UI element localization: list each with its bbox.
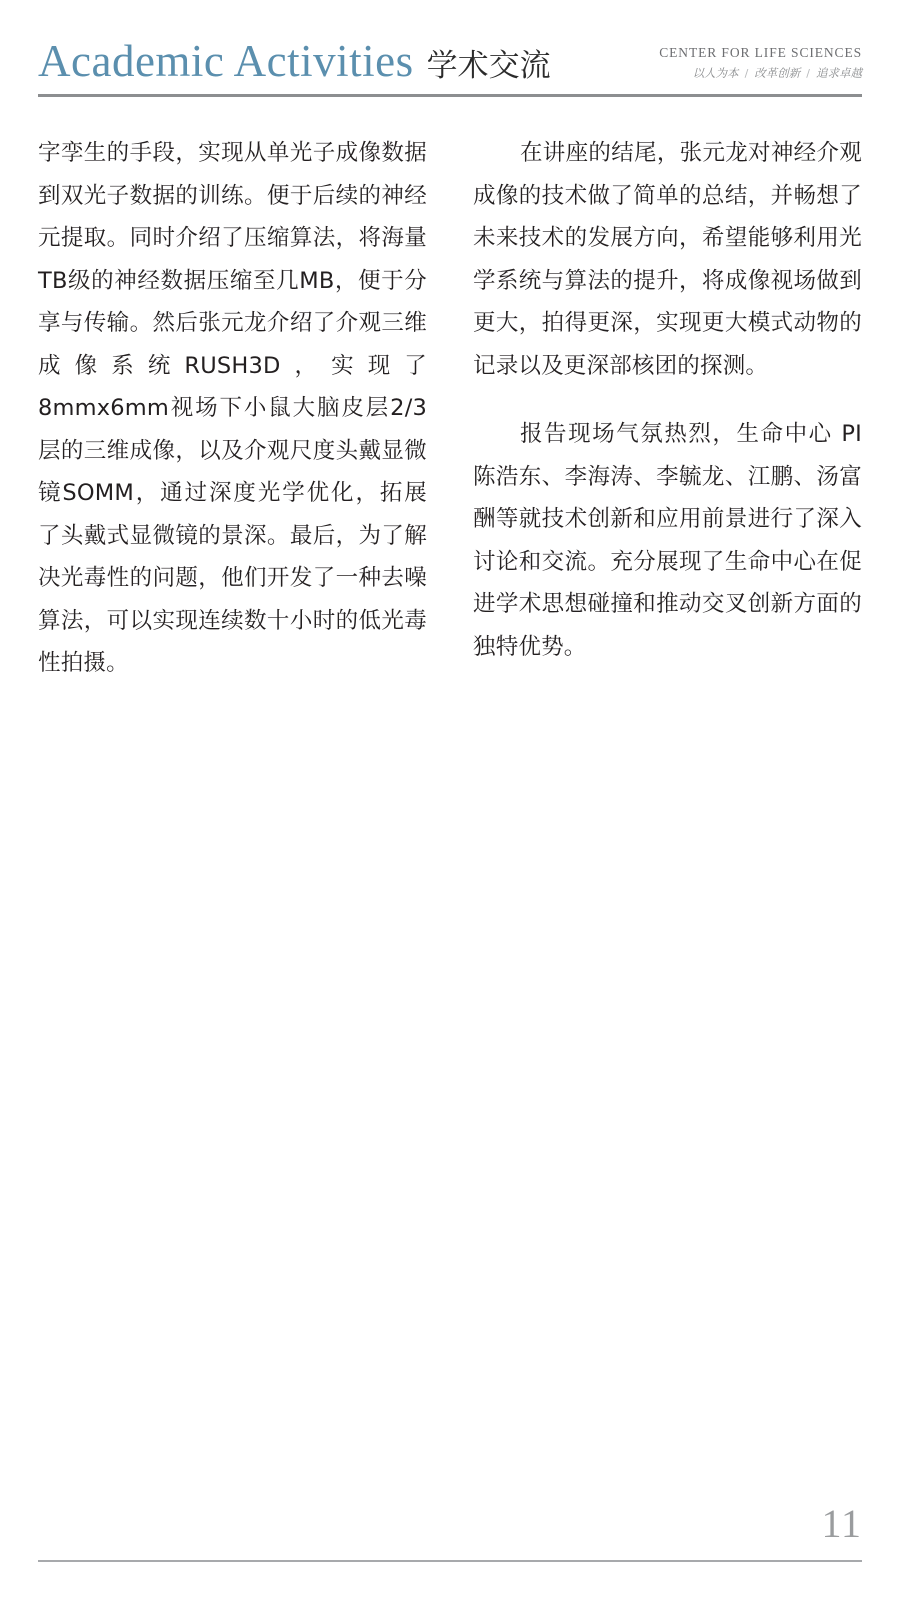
column-left	[38, 132, 427, 711]
page-title-english: Academic Activities	[38, 36, 414, 86]
paragraph: 字孪生的手段，实现从单光子成像数据到双光子数据的训练。便于后续的神经元提取。同时介绍了压缩算法，将海量TB级的神经数据压缩至几MB，便于分享与传输。然后张元龙介绍了介观三维成像系统RUSH3D，实现了8mmx6mm视场下小鼠大脑皮层2/3层的三维成像，以及介观尺度头戴显微镜SOMM，通过深度光学优化，拓展了头戴式显微镜的景深。最后，为了解决光毒性的问题，他们开发了一种去噪算法，可以实现连续数十小时的低光毒性拍摄。	[38, 140, 427, 676]
header-divider	[38, 94, 862, 97]
page-title	[38, 36, 551, 86]
organization-brand	[659, 45, 862, 84]
page-number: 11	[821, 1501, 862, 1546]
slogan-part-2: 改革创新	[754, 66, 801, 80]
brand-slogan	[659, 65, 862, 81]
page-title-chinese: 学术交流	[426, 48, 551, 84]
header-title-row	[38, 22, 862, 84]
paragraph: 报告现场气氛热烈，生命中心 PI 陈浩东、李海涛、李毓龙、江鹏、汤富酬等就技术创新和应用前景进行了深入讨论和交流。充分展现了生命中心在促进学术思想碰撞和推动交叉创新方面的独特优势。	[473, 421, 862, 660]
paragraph: 在讲座的结尾，张元龙对神经介观成像的技术做了简单的总结，并畅想了未来技术的发展方向，希望能够利用光学系统与算法的提升，将成像视场做到更大，拍得更深，实现更大模式动物的记录以及更深部核团的探测。	[473, 140, 862, 379]
slogan-separator-1: /	[744, 66, 749, 80]
slogan-part-1: 以人为本	[692, 66, 739, 80]
slogan-separator-2: /	[806, 66, 810, 80]
slogan-part-3: 追求卓越	[816, 66, 862, 80]
column-right	[473, 132, 862, 711]
brand-name-english: CENTER FOR LIFE SCIENCES	[659, 45, 862, 60]
footer-divider	[38, 1560, 862, 1562]
page-header	[38, 22, 862, 94]
page-content	[38, 132, 862, 711]
